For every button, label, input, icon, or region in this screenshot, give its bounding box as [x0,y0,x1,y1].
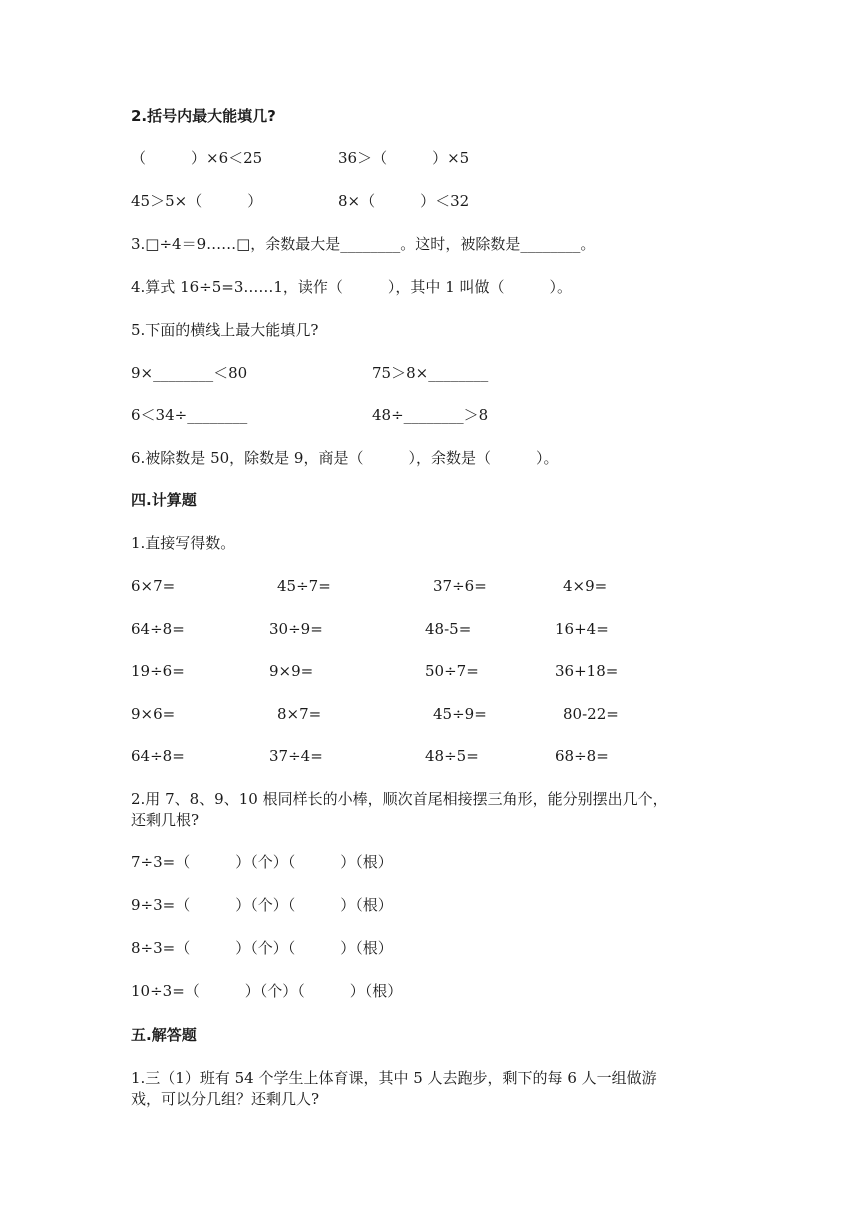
calc-cell: 64÷8= [131,620,185,638]
section5-q1-line1: 1.三（1）班有 54 个学生上体育课，其中 5 人去跑步，剩下的每 6 人一组做游 [131,1069,657,1087]
section4-heading: 四.计算题 [131,491,197,509]
section4-q2-title-line2: 还剩几根? [131,811,200,829]
calc-cell: 36+18= [555,662,619,680]
calc-cell: 6×7= [131,577,176,595]
q3-text: 3.□÷4＝9……□，余数最大是________。这时，被除数是________。 [131,235,596,253]
q5-row1-right: 75＞8×________ [372,364,489,382]
q5-row2-right: 48÷________＞8 [372,406,489,424]
q5-title: 5.下面的横线上最大能填几? [131,321,319,339]
calc-cell: 19÷6= [131,662,185,680]
calc-cell: 48÷5= [425,747,479,765]
q2-row2-right: 8×（ ）＜32 [338,192,470,210]
q4-text: 4.算式 16÷5=3……1，读作（ ），其中 1 叫做（ ）。 [131,278,573,296]
q2-title: 2.括号内最大能填几? [131,107,276,125]
calc-cell: 16+4= [555,620,609,638]
section5-q1-line2: 戏，可以分几组？还剩几人? [131,1090,320,1108]
calc-cell: 64÷8= [131,747,185,765]
q2-row2-left: 45＞5×（ ） [131,192,263,210]
section4-q2-row: 8÷3=（ ）（个）（ ）（根） [131,939,393,957]
calc-cell: 8×7= [277,705,322,723]
section4-q2-row: 7÷3=（ ）（个）（ ）（根） [131,853,393,871]
q2-row1-right: 36＞（ ）×5 [338,149,470,167]
calc-cell: 4×9= [563,577,608,595]
q5-row2-left: 6＜34÷________ [131,406,248,424]
calc-cell: 68÷8= [555,747,609,765]
calc-cell: 45÷7= [277,577,331,595]
section4-q2-row: 10÷3=（ ）（个）（ ）（根） [131,982,403,1000]
calc-cell: 37÷4= [269,747,323,765]
section5-heading: 五.解答题 [131,1026,197,1044]
q6-text: 6.被除数是 50，除数是 9，商是（ ），余数是（ ）。 [131,449,559,467]
calc-cell: 45÷9= [433,705,487,723]
calc-cell: 30÷9= [269,620,323,638]
calc-cell: 9×9= [269,662,314,680]
section4-q2-title-line1: 2.用 7、8、9、10 根同样长的小棒，顺次首尾相接摆三角形，能分别摆出几个， [131,790,668,808]
calc-cell: 48-5= [425,620,472,638]
section4-q1-title: 1.直接写得数。 [131,534,236,552]
section4-q2-row: 9÷3=（ ）（个）（ ）（根） [131,896,393,914]
calc-cell: 50÷7= [425,662,479,680]
calc-cell: 9×6= [131,705,176,723]
q5-row1-left: 9×________＜80 [131,364,248,382]
q2-row1-left: （ ）×6＜25 [131,149,263,167]
calc-cell: 37÷6= [433,577,487,595]
calc-cell: 80-22= [563,705,619,723]
